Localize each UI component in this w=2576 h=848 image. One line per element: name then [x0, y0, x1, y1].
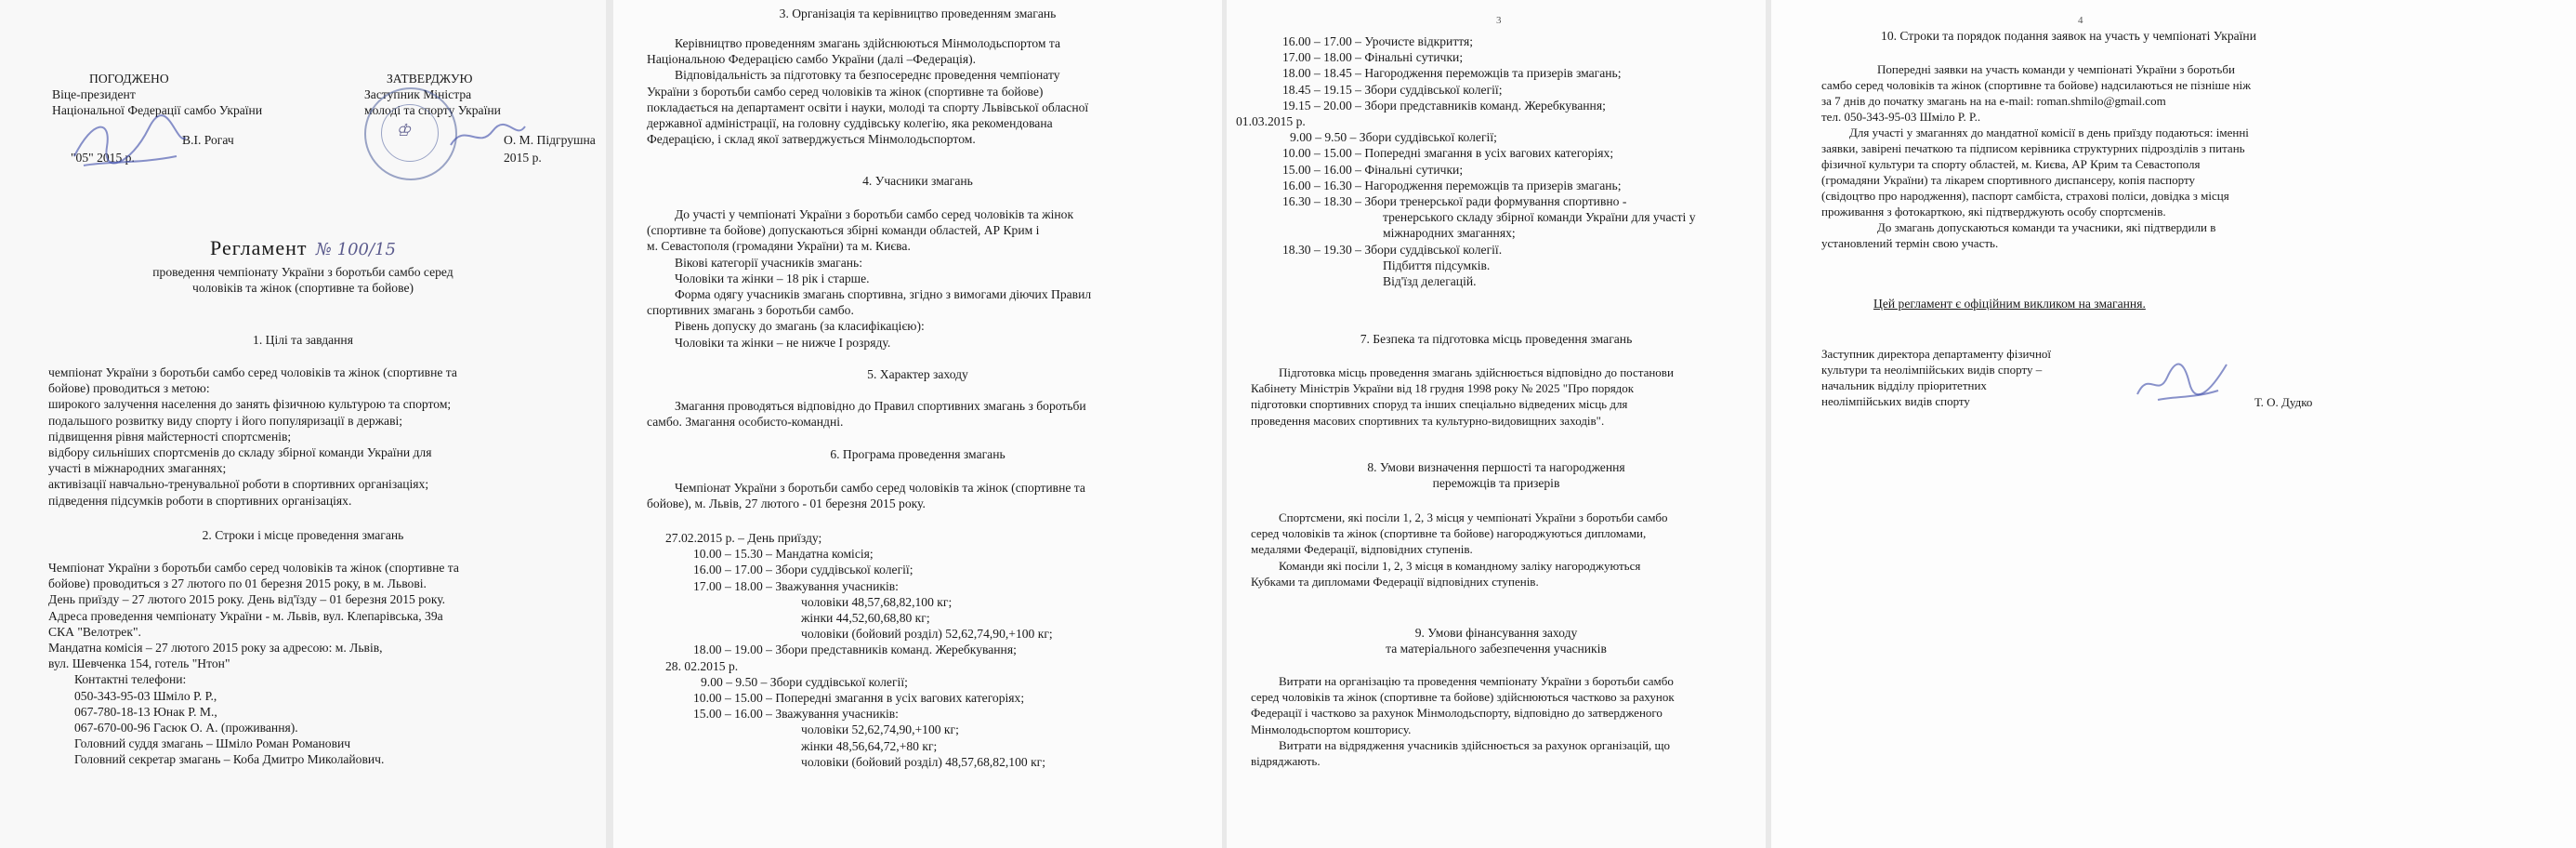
- sec1-line: подальшого розвитку виду спорту і його популяризації в державі;: [48, 413, 403, 428]
- schedule-item: Підбиття підсумків.: [1383, 258, 1491, 272]
- document-page-4: [1771, 0, 2576, 848]
- section-4-body: [647, 206, 1204, 351]
- approved-left-date: "05" 2015 р.: [71, 150, 135, 165]
- section-6-body: [647, 480, 1204, 511]
- section-2-title: 2. Строки і місце проведення змагань: [202, 528, 404, 542]
- sec4-line: Вікові категорії учасників змагань:: [675, 255, 863, 270]
- sec2-line: СКА "Велотрек".: [48, 624, 141, 639]
- schedule-item: чоловіки (бойовий розділ) 52,62,74,90,+100 кг;: [801, 627, 1053, 642]
- document-page-1: [0, 0, 606, 848]
- official-invite-note: Цей регламент є офіційним викликом на змагання.: [1873, 297, 2146, 311]
- sec2-line: вул. Шевченка 154, готель "Нтон": [48, 656, 230, 671]
- schedule-item: 18.30 – 19.30 – Збори суддівської колегії.: [1282, 242, 1503, 257]
- schedule-item: тренерського складу збірної команди України для участі у: [1383, 210, 1696, 225]
- sec7-line: Підготовка місць проведення змагань здійснюється відповідно до постанови: [1279, 365, 1674, 379]
- sec9-line: відряджають.: [1251, 754, 1321, 769]
- sec2-line: 067-780-18-13 Юнак Р. М.,: [74, 704, 217, 719]
- schedule-item: 16.00 – 16.30 – Нагородження переможців та призерів змагань;: [1282, 178, 1622, 192]
- sec1-line: чемпіонат України з боротьби самбо серед чоловіків та жінок (спортивне та: [48, 365, 457, 379]
- sec10-line: До змагань допускаються команди та учасники, які підтвердили в: [1877, 220, 2216, 234]
- document-page-3: [1227, 0, 1766, 848]
- sec3-line: покладається на департамент освіти і науки, молоді та спорту Львівської обласної: [647, 99, 1089, 114]
- sec1-line: відбору сильніших спортсменів до складу збірної команди України для: [48, 445, 432, 460]
- schedule-item: 16.00 – 17.00 – Урочисте відкриття;: [1282, 34, 1474, 48]
- sec9-title-line-1: 9. Умови фінансування заходу: [1414, 626, 1578, 640]
- sec10-line: (громадяни України) та лікарем спортивного диспансеру, копія паспорту: [1821, 173, 2195, 187]
- sec10-line: за 7 днів до початку змагань на на e-mail: roman.shmilo@gmail.com: [1821, 94, 2166, 108]
- sec2-line: День приїзду – 27 лютого 2015 року. День від'їзду – 01 березня 2015 року.: [48, 592, 446, 607]
- sec3-line: Національною Федерацією самбо України (далі –Федерація).: [647, 52, 977, 67]
- sec8-title-line-2: переможців та призерів: [1432, 476, 1560, 491]
- schedule-item: 16.30 – 18.30 – Збори тренерської ради формування спортивно -: [1282, 194, 1627, 209]
- section-8-body: [1251, 510, 1753, 590]
- schedule-item: 17.00 – 18.00 – Фінальні сутички;: [1282, 50, 1464, 65]
- signature-right: [446, 117, 530, 154]
- approved-left-heading: ПОГОДЖЕНО: [89, 72, 169, 86]
- approved-right-name: О. М. Підгрушна: [504, 132, 596, 147]
- sec7-line: проведення масових спортивних та культурно-видовищних заходів".: [1251, 413, 1605, 428]
- sec3-line: Федерацією, і склад якої затверджується Мінмолодьспортом.: [647, 132, 976, 147]
- schedule-item: чоловіки 48,57,68,82,100 кг;: [801, 594, 953, 609]
- schedule-item: 15.00 – 16.00 – Зважування учасників:: [693, 707, 899, 722]
- sec6-line: Чемпіонат України з боротьби самбо серед чоловіків та жінок (спортивне та: [675, 481, 1085, 495]
- approved-left-org: Національної Федерації самбо України: [52, 103, 263, 118]
- sec3-line: державної адміністрації, на головну суддівську колегію, яка рекомендована: [647, 116, 1053, 131]
- sec4-line: Чоловіки та жінки – 18 рік і старше.: [675, 271, 870, 285]
- reglament-subtitle: [0, 264, 606, 296]
- page-number: 3: [1496, 15, 1502, 26]
- sec2-line: Головний суддя змагань – Шміло Роман Романович: [74, 736, 351, 751]
- signature-left: [65, 110, 195, 175]
- sec1-line: бойове) проводиться з метою:: [48, 381, 210, 396]
- schedule-item: 18.45 – 19.15 – Збори суддівської колегії;: [1282, 82, 1503, 97]
- section-10-title: 10. Строки та порядок подання заявок на участь у чемпіонаті України: [1881, 29, 2256, 43]
- subtitle-line-1: проведення чемпіонату України з боротьби самбо серед: [152, 265, 453, 279]
- schedule-item: 10.00 – 15.00 – Попередні змагання в усіх вагових категоріях;: [693, 691, 1025, 706]
- page-divider: [606, 0, 613, 848]
- schedule-item: 9.00 – 9.50 – Збори суддівської колегії;: [701, 674, 908, 689]
- schedule-item: чоловіки (бойовий розділ) 48,57,68,82,100 кг;: [801, 754, 1046, 769]
- section-1-title: 1. Цілі та завдання: [253, 333, 353, 347]
- section-4-title: 4. Учасники змагань: [862, 174, 973, 188]
- sec10-line: заявки, завірені печаткою та підписом керівника структурних підрозділів з питань: [1821, 141, 2245, 155]
- sec7-line: підготовки спортивних споруд та інших спеціально відведених місць для: [1251, 397, 1628, 412]
- sec2-line: 050-343-95-03 Шміло Р. Р.,: [74, 688, 217, 703]
- sec2-line: Адреса проведення чемпіонату України - м. Львів, вул. Клепарівська, 39а: [48, 608, 443, 623]
- stamp-emblem-icon: ♔: [396, 121, 412, 140]
- schedule-item: 15.00 – 16.00 – Фінальні сутички;: [1282, 162, 1464, 177]
- schedule-part-2: [1236, 33, 1756, 289]
- sec4-line: До участі у чемпіонаті України з боротьби самбо серед чоловіків та жінок: [675, 207, 1074, 221]
- sec3-line: Відповідальність за підготовку та безпосереднє проведення чемпіонату: [675, 68, 1060, 83]
- sec3-line: Керівництво проведенням змагань здійснюються Мінмолодьспортом та: [675, 36, 1061, 50]
- schedule-item: 18.00 – 18.45 – Нагородження переможців та призерів змагань;: [1282, 66, 1622, 81]
- sec7-line: Кабінету Міністрів України від 18 грудня 1998 року № 2025 "Про порядок: [1251, 381, 1635, 396]
- sec10-line: проживання з фотокарткою, які підтверджують особу спортсменів.: [1821, 205, 2166, 219]
- section-1-body: [48, 364, 578, 509]
- sec6-line: бойове), м. Львів, 27 лютого - 01 березня 2015 року.: [647, 497, 926, 511]
- approved-right-date: 2015 р.: [504, 150, 542, 165]
- signatory-title-line: неолімпійських видів спорту: [1821, 394, 1970, 408]
- sec10-line: самбо серед чоловіків та жінок (спортивне та бойове) надсилаються не пізніше ніж: [1821, 78, 2252, 92]
- sec9-line: Мінмолодьспортом кошторису.: [1251, 722, 1412, 736]
- sec9-line: серед чоловіків та жінок (спортивне та бойове) здійснюються частково за рахунок: [1251, 690, 1675, 705]
- schedule-part-1: [665, 530, 1214, 770]
- sec9-line: Федерації і частково за рахунок Мінмолодьспорту, відповідно до затвердженого: [1251, 706, 1663, 721]
- sec8-line: медалями Федерації, відповідних ступенів.: [1251, 542, 1473, 557]
- sec5-line: Змагання проводяться відповідно до Правил спортивних змагань з боротьби: [675, 399, 1086, 413]
- approved-right-role: Заступник Міністра: [364, 87, 472, 102]
- reglament-title: Регламент: [210, 236, 308, 259]
- section-3-title: 3. Організація та керівництво проведенням змагань: [779, 7, 1057, 20]
- sec8-line: Кубками та дипломами Федерації відповідних ступенів.: [1251, 574, 1539, 589]
- section-10-body: [1821, 61, 2342, 251]
- section-7-title: 7. Безпека та підготовка місць проведення змагань: [1360, 332, 1633, 346]
- schedule-item: 17.00 – 18.00 – Зважування учасників:: [693, 578, 899, 593]
- schedule-item: 27.02.2015 р. – День приїзду;: [665, 531, 822, 545]
- sec9-line: Витрати на відрядження учасників здійснюється за рахунок організацій, що: [1279, 737, 1671, 752]
- section-2-body: [48, 560, 578, 768]
- signatory-title-line: начальник відділу пріоритетних: [1821, 378, 1987, 392]
- schedule-item: Від'їзд делегацій.: [1383, 274, 1477, 289]
- schedule-item: 18.00 – 19.00 – Збори представників команд. Жеребкування;: [693, 643, 1017, 657]
- signatory-title-line: Заступник директора департаменту фізичної: [1821, 347, 2052, 361]
- document-page-2: [613, 0, 1222, 848]
- approved-right-heading: ЗАТВЕРДЖУЮ: [387, 72, 473, 86]
- sec4-line: Чоловіки та жінки – не нижче І розряду.: [675, 335, 891, 350]
- sec9-title-line-2: та матеріального забезпечення учасників: [1386, 642, 1607, 656]
- sec10-line: установлений термін свою участь.: [1821, 236, 1999, 250]
- sec2-line: Контактні телефони:: [74, 672, 187, 687]
- sec10-line: Попередні заявки на участь команди у чемпіонаті України з боротьби: [1877, 62, 2235, 76]
- reglament-heading: [0, 236, 606, 259]
- sec8-line: серед чоловіків та жінок (спортивне та бойове) нагороджуються дипломами,: [1251, 526, 1647, 541]
- section-9-title: [1227, 625, 1766, 656]
- sec1-line: широкого залучення населення до занять фізичною культурою та спортом;: [48, 397, 452, 412]
- signatory-name: Т. О. Дудко: [2254, 395, 2313, 409]
- section-9-body: [1251, 673, 1753, 769]
- schedule-item: міжнародних змаганнях;: [1383, 226, 1516, 241]
- sec5-line: самбо. Змагання особисто-командні.: [647, 415, 844, 430]
- sec10-line: (свідоцтво про народження), паспорт самбіста, страхові поліси, довідка з місця: [1821, 189, 2229, 203]
- schedule-item: чоловіки 52,62,74,90,+100 кг;: [801, 722, 959, 737]
- sec9-line: Витрати на організацію та проведення чемпіонату України з боротьби самбо: [1279, 674, 1674, 688]
- subtitle-line-2: чоловіків та жінок (спортивне та бойове): [191, 281, 414, 296]
- sec1-line: активізації навчально-тренувальної роботи в спортивних організаціях;: [48, 477, 429, 492]
- sec10-line: Для участі у змаганнях до мандатної комісії в день приїзду подаються: іменні: [1849, 126, 2249, 139]
- signature-dudko: [2130, 351, 2232, 407]
- approved-left-name: В.І. Рогач: [182, 132, 234, 147]
- sec2-line: Мандатна комісія – 27 лютого 2015 року за адресою: м. Львів,: [48, 641, 383, 656]
- section-7-body: [1251, 364, 1753, 429]
- sec10-line: фізичної культури та спорту областей, м. Києва, АР Крим та Севастополя: [1821, 157, 2201, 171]
- schedule-item: 16.00 – 17.00 – Збори суддівської колегії;: [693, 563, 913, 577]
- sec1-line: підвищення рівня майстерності спортсменів;: [48, 429, 292, 444]
- schedule-item: жінки 48,56,64,72,+80 кг;: [801, 738, 938, 753]
- approved-left-role: Віце-президент: [52, 87, 136, 102]
- approved-right-org: молоді та спорту України: [364, 103, 501, 118]
- reglament-number: № 100/15: [315, 240, 396, 259]
- sec2-line: Чемпіонат України з боротьби самбо серед чоловіків та жінок (спортивне та: [48, 561, 459, 575]
- sec1-line: підведення підсумків роботи в спортивних організаціях.: [48, 493, 352, 508]
- sec2-line: 067-670-00-96 Гасюк О. А. (проживання).: [74, 721, 298, 735]
- sec4-line: Форма одягу учасників змагань спортивна, згідно з вимогами діючих Правил: [675, 287, 1092, 302]
- sec8-line: Команди які посіли 1, 2, 3 місця в командному заліку нагороджуються: [1279, 558, 1641, 573]
- schedule-item: жінки 44,52,60,68,80 кг;: [801, 611, 930, 626]
- signature-block: [1821, 346, 2051, 409]
- section-5-title: 5. Характер заходу: [867, 367, 968, 381]
- section-6-title: 6. Програма проведення змагань: [830, 447, 1005, 461]
- schedule-item: 19.15 – 20.00 – Збори представників команд. Жеребкування;: [1282, 98, 1606, 113]
- sec4-line: (спортивне та бойове) допускаються збірні команди областей, АР Крим і: [647, 223, 1040, 238]
- schedule-item: 10.00 – 15.30 – Мандатна комісія;: [693, 547, 874, 562]
- page-number: 4: [2078, 15, 2083, 26]
- sec8-line: Спортсмени, які посіли 1, 2, 3 місця у чемпіонаті України з боротьби самбо: [1279, 510, 1668, 524]
- section-3-body: [647, 35, 1204, 147]
- sec4-line: спортивних змагань з боротьби самбо.: [647, 303, 854, 318]
- sec3-line: України з боротьби самбо серед чоловіків та жінок (спортивне та бойове): [647, 84, 1044, 99]
- sec4-line: Рівень допуску до змагань (за класифікацією):: [675, 319, 925, 334]
- schedule-item: 10.00 – 15.00 – Попередні змагання в усіх вагових категоріях;: [1282, 146, 1614, 161]
- sec2-line: бойове) проводиться з 27 лютого по 01 березня 2015 року, в м. Львові.: [48, 576, 427, 591]
- section-5-body: [647, 398, 1204, 430]
- sec8-title-line-1: 8. Умови визначення першості та нагородження: [1367, 460, 1625, 474]
- signatory-title-line: культури та неолімпійських видів спорту –: [1821, 363, 2043, 377]
- sec4-line: м. Севастополя (громадяни України) та м. Києва.: [647, 239, 911, 254]
- sec1-line: участі в міжнародних змаганнях;: [48, 461, 227, 476]
- sec10-line: тел. 050-343-95-03 Шміло Р. Р..: [1821, 110, 1981, 124]
- sec2-line: Головний секретар змагань – Коба Дмитро Миколайович.: [74, 752, 385, 767]
- schedule-item: 9.00 – 9.50 – Збори суддівської колегії;: [1290, 130, 1497, 145]
- section-8-title: [1227, 459, 1766, 491]
- schedule-item: 28. 02.2015 р.: [665, 658, 739, 673]
- schedule-item: 01.03.2015 р.: [1236, 114, 1306, 129]
